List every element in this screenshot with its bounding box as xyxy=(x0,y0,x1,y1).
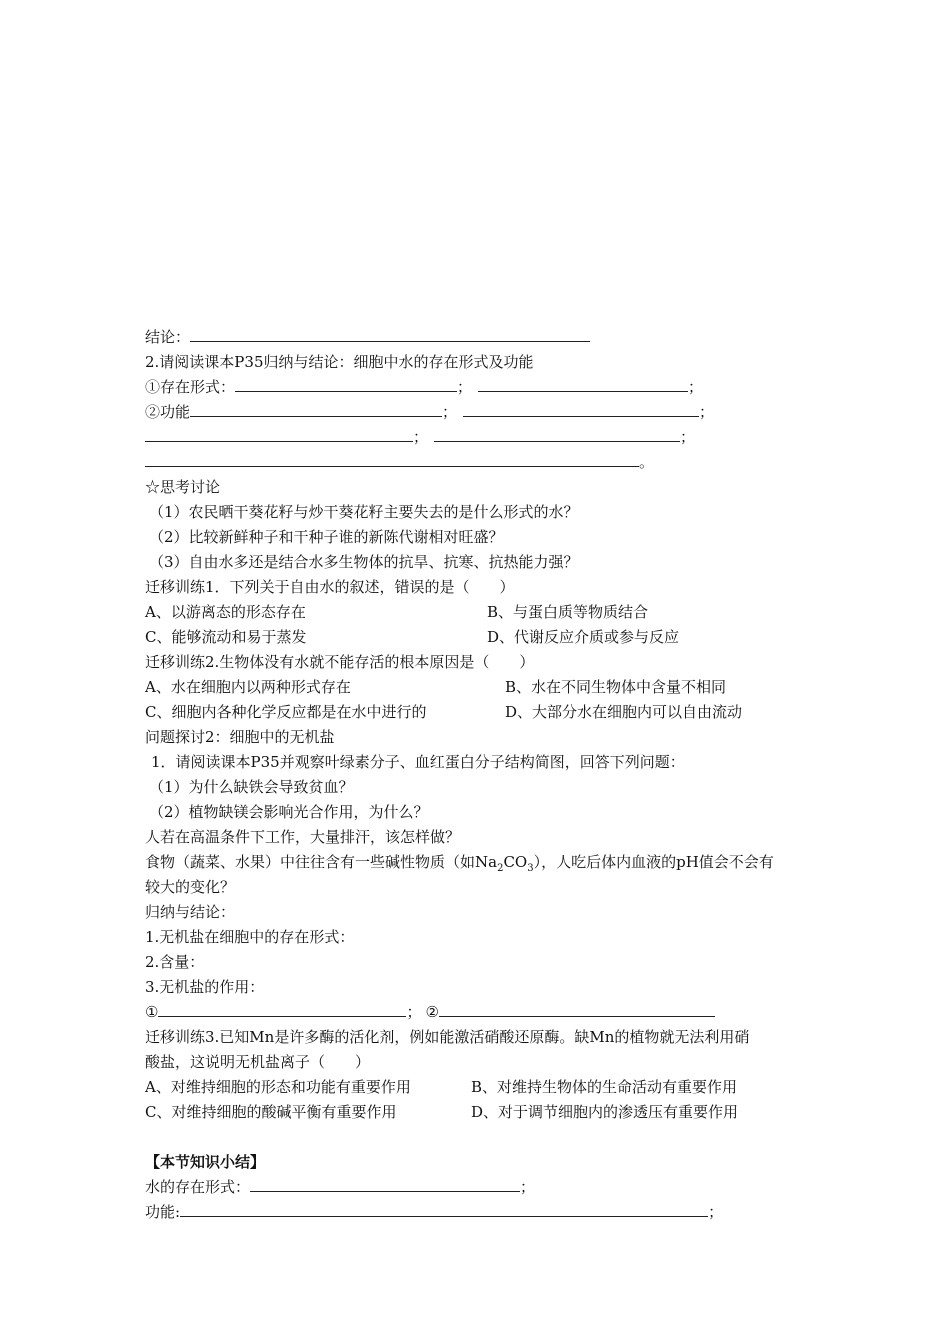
topic-2-title: 问题探讨2：细胞中的无机盐 xyxy=(145,728,335,746)
knowledge-water-form-blank[interactable] xyxy=(250,1175,520,1192)
knowledge-function-blank[interactable] xyxy=(180,1200,708,1217)
water-form-label: ①存在形式： xyxy=(145,378,236,396)
salt-function-blank-2[interactable] xyxy=(439,1000,715,1017)
knowledge-water-form-line xyxy=(145,1175,825,1200)
water-function-blank-4[interactable] xyxy=(434,425,680,442)
water-function-line-2 xyxy=(145,425,825,450)
summary-2-title: 归纳与结论： xyxy=(145,903,236,921)
topic-2-question-4 xyxy=(145,850,825,875)
option-c: C、能够流动和易于蒸发 xyxy=(145,628,307,646)
option-c: C、细胞内各种化学反应都是在水中进行的 xyxy=(145,703,427,721)
conclusion-label: 结论： xyxy=(145,328,191,346)
q4-text-c: ），人吃后体内血液的pH值会不会有 xyxy=(533,853,774,871)
q4-subscript-2: 3 xyxy=(527,863,534,874)
option-b: B、对维持生物体的生命活动有重要作用 xyxy=(471,1078,738,1096)
option-a: A、对维持细胞的形态和功能有重要作用 xyxy=(145,1078,411,1096)
separator: ； xyxy=(457,378,473,396)
exercise-1-row-ab xyxy=(145,600,825,625)
exercise-2-row-ab xyxy=(145,675,825,700)
conclusion-blank[interactable] xyxy=(190,325,590,342)
q4-subscript-1: 2 xyxy=(497,863,504,874)
exercise-3-row-ab xyxy=(145,1075,825,1100)
exercise-2-stem: 迁移训练2.生物体没有水就不能存活的根本原因是（ ） xyxy=(145,653,535,671)
exercise-3-row-cd xyxy=(145,1100,825,1125)
separator: ； xyxy=(413,428,429,446)
option-a: A、以游离态的形态存在 xyxy=(145,603,306,621)
option-b: B、水在不同生物体中含量不相同 xyxy=(505,678,727,696)
exercise-1-row-cd xyxy=(145,625,825,650)
function-label: 功能: xyxy=(145,1203,181,1221)
water-form-blank-2[interactable] xyxy=(478,375,688,392)
knowledge-function-line xyxy=(145,1200,825,1225)
option-d: D、大部分水在细胞内可以自由流动 xyxy=(505,703,743,721)
salt-function-blank-1[interactable] xyxy=(158,1000,406,1017)
circle-2: ② xyxy=(425,1003,439,1021)
separator: ； xyxy=(442,403,458,421)
water-function-blank-3[interactable] xyxy=(145,425,413,442)
topic-2-question-4-cont: 较大的变化？ xyxy=(145,878,236,896)
summary-2-item-3: 3.无机盐的作用： xyxy=(145,978,265,996)
water-function-blank-2[interactable] xyxy=(463,400,699,417)
section2-title: 2.请阅读课本P35归纳与结论：细胞中水的存在形式及功能 xyxy=(145,353,534,371)
topic-2-question-1: （1）为什么缺铁会导致贫血？ xyxy=(149,778,354,796)
separator: ； xyxy=(688,378,704,396)
summary-2-item-2: 2.含量： xyxy=(145,953,205,971)
topic-2-question-3: 人若在高温条件下工作，大量排汗，该怎样做？ xyxy=(145,828,461,846)
option-a: A、水在细胞内以两种形式存在 xyxy=(145,678,351,696)
topic-2-read: 1．请阅读课本P35并观察叶绿素分子、血红蛋白分子结构简图，回答下列问题： xyxy=(151,753,685,771)
water-function-blank-5[interactable] xyxy=(145,450,639,467)
exercise-1-stem: 迁移训练1．下列关于自由水的叙述，错误的是（ ） xyxy=(145,578,515,596)
water-function-blank-1[interactable] xyxy=(190,400,442,417)
water-form-label: 水的存在形式： xyxy=(145,1178,251,1196)
exercise-3-stem-1: 迁移训练3.已知Mn是许多酶的活化剂，例如能激活硝酸还原酶。缺Mn的植物就无法利用硝 xyxy=(145,1028,750,1046)
water-function-label: ②功能 xyxy=(145,403,191,421)
option-d: D、代谢反应介质或参与反应 xyxy=(487,628,680,646)
water-form-line xyxy=(145,375,825,400)
option-c: C、对维持细胞的酸碱平衡有重要作用 xyxy=(145,1103,397,1121)
option-b: B、与蛋白质等物质结合 xyxy=(487,603,649,621)
conclusion-line xyxy=(145,325,825,350)
topic-2-question-2: （2）植物缺镁会影响光合作用，为什么？ xyxy=(149,803,429,821)
q4-text-b: CO xyxy=(503,853,528,871)
water-function-line xyxy=(145,400,825,425)
separator: ； xyxy=(680,428,696,446)
discussion-question-3: （3）自由水多还是结合水多生物体的抗旱、抗寒、抗热能力强？ xyxy=(149,553,579,571)
water-form-blank-1[interactable] xyxy=(235,375,457,392)
salt-function-line xyxy=(145,1000,825,1025)
separator: ； xyxy=(406,1003,422,1021)
period: 。 xyxy=(639,453,655,471)
exercise-3-stem-2: 酸盐，这说明无机盐离子（ ） xyxy=(145,1053,371,1071)
discussion-question-1: （1）农民晒干葵花籽与炒干葵花籽主要失去的是什么形式的水？ xyxy=(149,503,579,521)
exercise-2-row-cd xyxy=(145,700,825,725)
q4-text-a: 食物（蔬菜、水果）中往往含有一些碱性物质（如Na xyxy=(145,853,498,871)
spacer xyxy=(145,1125,825,1150)
discussion-question-2: （2）比较新鲜种子和干种子谁的新陈代谢相对旺盛？ xyxy=(149,528,504,546)
option-d: D、对于调节细胞内的渗透压有重要作用 xyxy=(471,1103,739,1121)
circle-1: ① xyxy=(145,1003,159,1021)
separator: ； xyxy=(708,1203,724,1221)
discussion-title: ☆思考讨论 xyxy=(145,478,221,496)
summary-2-item-1: 1.无机盐在细胞中的存在形式： xyxy=(145,928,355,946)
separator: ； xyxy=(520,1178,536,1196)
water-function-line-3 xyxy=(145,450,825,475)
separator: ； xyxy=(699,403,715,421)
knowledge-summary-title: 【本节知识小结】 xyxy=(145,1153,266,1171)
worksheet-page xyxy=(145,325,825,1225)
